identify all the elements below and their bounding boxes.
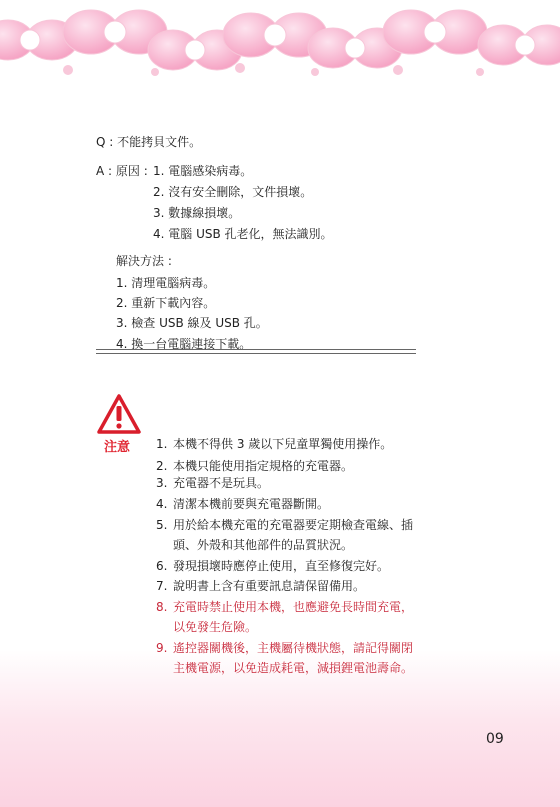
cause-item: 2. 沒有安全刪除，文件損壞。 [153,185,313,199]
solution-item: 3. 檢查 USB 線及 USB 孔。 [116,316,268,330]
solution-item: 1. 清理電腦病毒。 [116,276,216,290]
cause-item: 4. 電腦 USB 孔老化，無法識別。 [153,227,333,241]
caution-number: 3. [156,476,168,490]
caution-text: 清潔本機前要與充電器斷開。 [173,497,330,511]
caution-number: 9. [156,641,168,655]
caution-label: 注意 [104,440,131,455]
caution-text: 發現損壞時應停止使用，直至修復完好。 [173,559,390,573]
caution-text: 說明書上含有重要訊息請保留備用。 [173,579,366,593]
solution-item: 2. 重新下載內容。 [116,296,216,310]
caution-number: 2. [156,459,168,473]
cause-item: 3. 數據線損壞。 [153,206,241,220]
caution-number: 6. [156,559,168,573]
caution-text: 遙控器關機後，主機屬待機狀態，請記得關閉 [173,641,414,655]
divider-line [96,353,416,354]
warning-triangle-icon [96,393,142,435]
caution-number: 5. [156,518,168,532]
caution-text: 頭、外殼和其他部件的品質狀況。 [173,538,354,552]
caution-text: 主機電源，以免造成耗電，減損鋰電池壽命。 [173,661,414,675]
caution-text: 用於給本機充電的充電器要定期檢查電線、插 [173,518,414,532]
cause-item: 1. 電腦感染病毒。 [153,164,253,178]
caution-text: 充電器不是玩具。 [173,476,270,490]
bow-icon [0,10,560,70]
caution-number: 7. [156,579,168,593]
answer-prefix: A : 原因 : [96,164,148,178]
question-text: Q : 不能拷貝文件。 [96,135,202,149]
caution-number: 8. [156,600,168,614]
page-number: 09 [486,731,504,747]
caution-text: 充電時禁止使用本機，也應避免長時間充電， [173,600,414,614]
caution-text: 以免發生危險。 [173,620,258,634]
bow-banner [0,0,560,95]
solution-title: 解決方法 : [116,254,172,268]
caution-number: 4. [156,497,168,511]
caution-text: 本機只能使用指定規格的充電器。 [173,459,354,473]
divider-line [96,349,416,350]
caution-number: 1. [156,437,168,451]
solution-item: 4. 換一台電腦連接下載。 [116,337,252,351]
caution-text: 本機不得供 3 歲以下兒童單獨使用操作。 [173,437,393,451]
